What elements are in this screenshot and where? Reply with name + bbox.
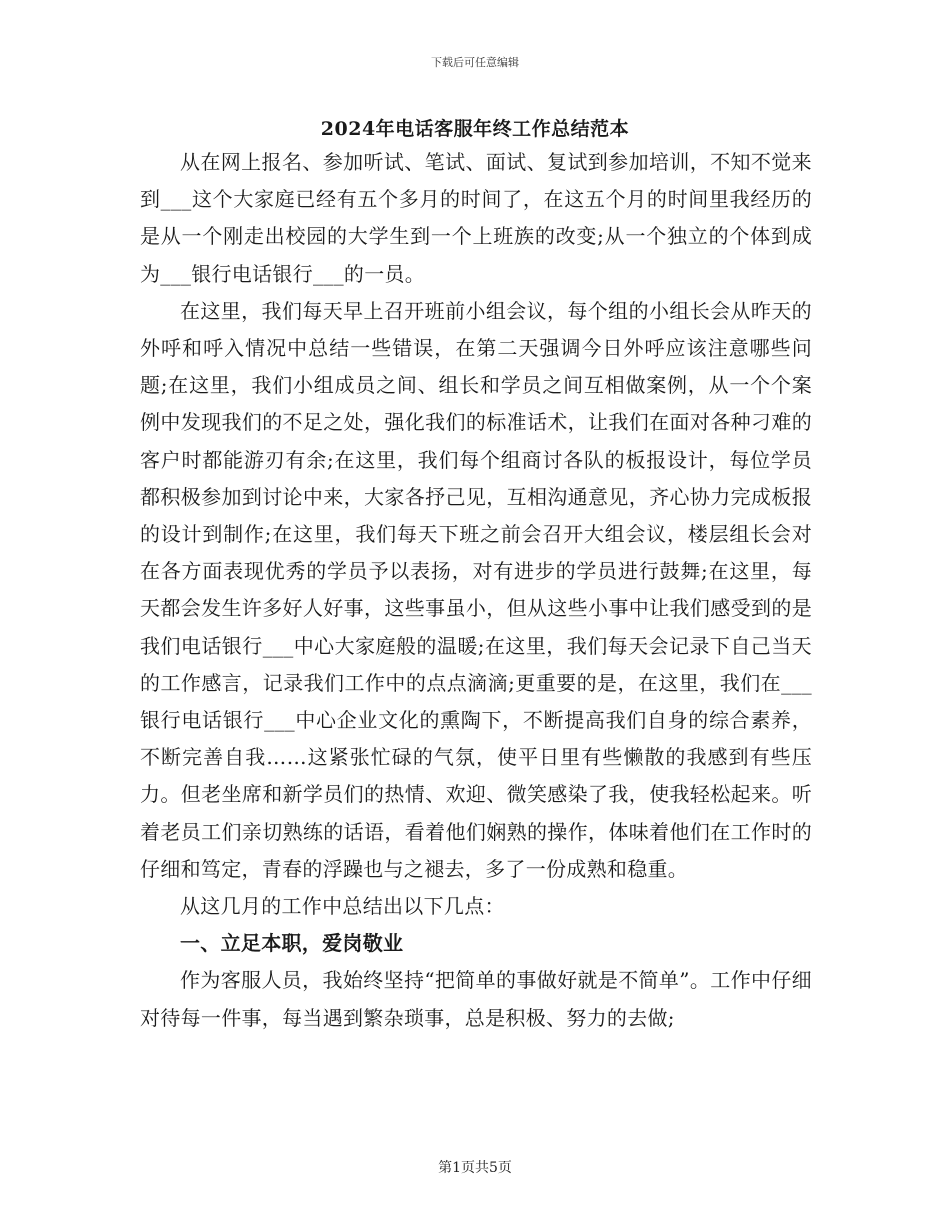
paragraph-summary-intro: 从这几月的工作中总结出以下几点： [180, 894, 505, 919]
document-body [140, 144, 812, 1037]
page-footer: 第1页共5页 [438, 1160, 512, 1176]
paragraph-section-one: 作为客服人员，我始终坚持“把简单的事做好就是不简单”。工作中仔细对待每一件事，每当遇到繁杂琐事，总是积极、努力的去做; [140, 968, 812, 1030]
section-heading: 一、立足本职，爱岗敬业 [180, 931, 404, 956]
paragraph-intro: 从在网上报名、参加听试、笔试、面试、复试到参加培训，不知不觉来到___这个大家庭已经有五个多月的时间了，在这五个月的时间里我经历的是从一个刚走出校园的大学生到一个上班族的改变;从一个独立的个体到成为___银行电话银行___的一员。 [140, 150, 812, 286]
header-note: 下载后可任意编辑 [431, 56, 519, 69]
paragraph-daily-work: 在这里，我们每天早上召开班前小组会议，每个组的小组长会从昨天的外呼和呼入情况中总结一些错误，在第二天强调今日外呼应该注意哪些问题;在这里，我们小组成员之间、组长和学员之间互相做案例，从一个个案例中发现我们的不足之处，强化我们的标准话术，让我们在面对各种刁难的客户时都能游刃有余;在这里，我们每个组商讨各队的板报设计，每位学员都积极参加到讨论中来，大家各抒己见，互相沟通意见，齐心协力完成板报的设计到制作;在这里，我们每天下班之前会召开大组会议，楼层组长会对在各方面表现优秀的学员予以表扬，对有进步的学员进行鼓舞;在这里，每天都会发生许多好人好事，这些事虽小，但从这些小事中让我们感受到的是我们电话银行___中心大家庭般的温暖;在这里，我们每天会记录下自己当天的工作感言，记录我们工作中的点点滴滴;更重要的是，在这里，我们在___银行电话银行___中心企业文化的熏陶下，不断提高我们自身的综合素养，不断完善自我……这紧张忙碌的气氛，使平日里有些懒散的我感到有些压力。但老坐席和新学员们的热情、欢迎、微笑感染了我，使我轻松起来。听着老员工们亲切熟练的话语，看着他们娴熟的操作，体味着他们在工作时的仔细和笃定，青春的浮躁也与之褪去，多了一份成熟和稳重。 [140, 298, 812, 881]
document-title: 2024年电话客服年终工作总结范本 [320, 118, 630, 140]
